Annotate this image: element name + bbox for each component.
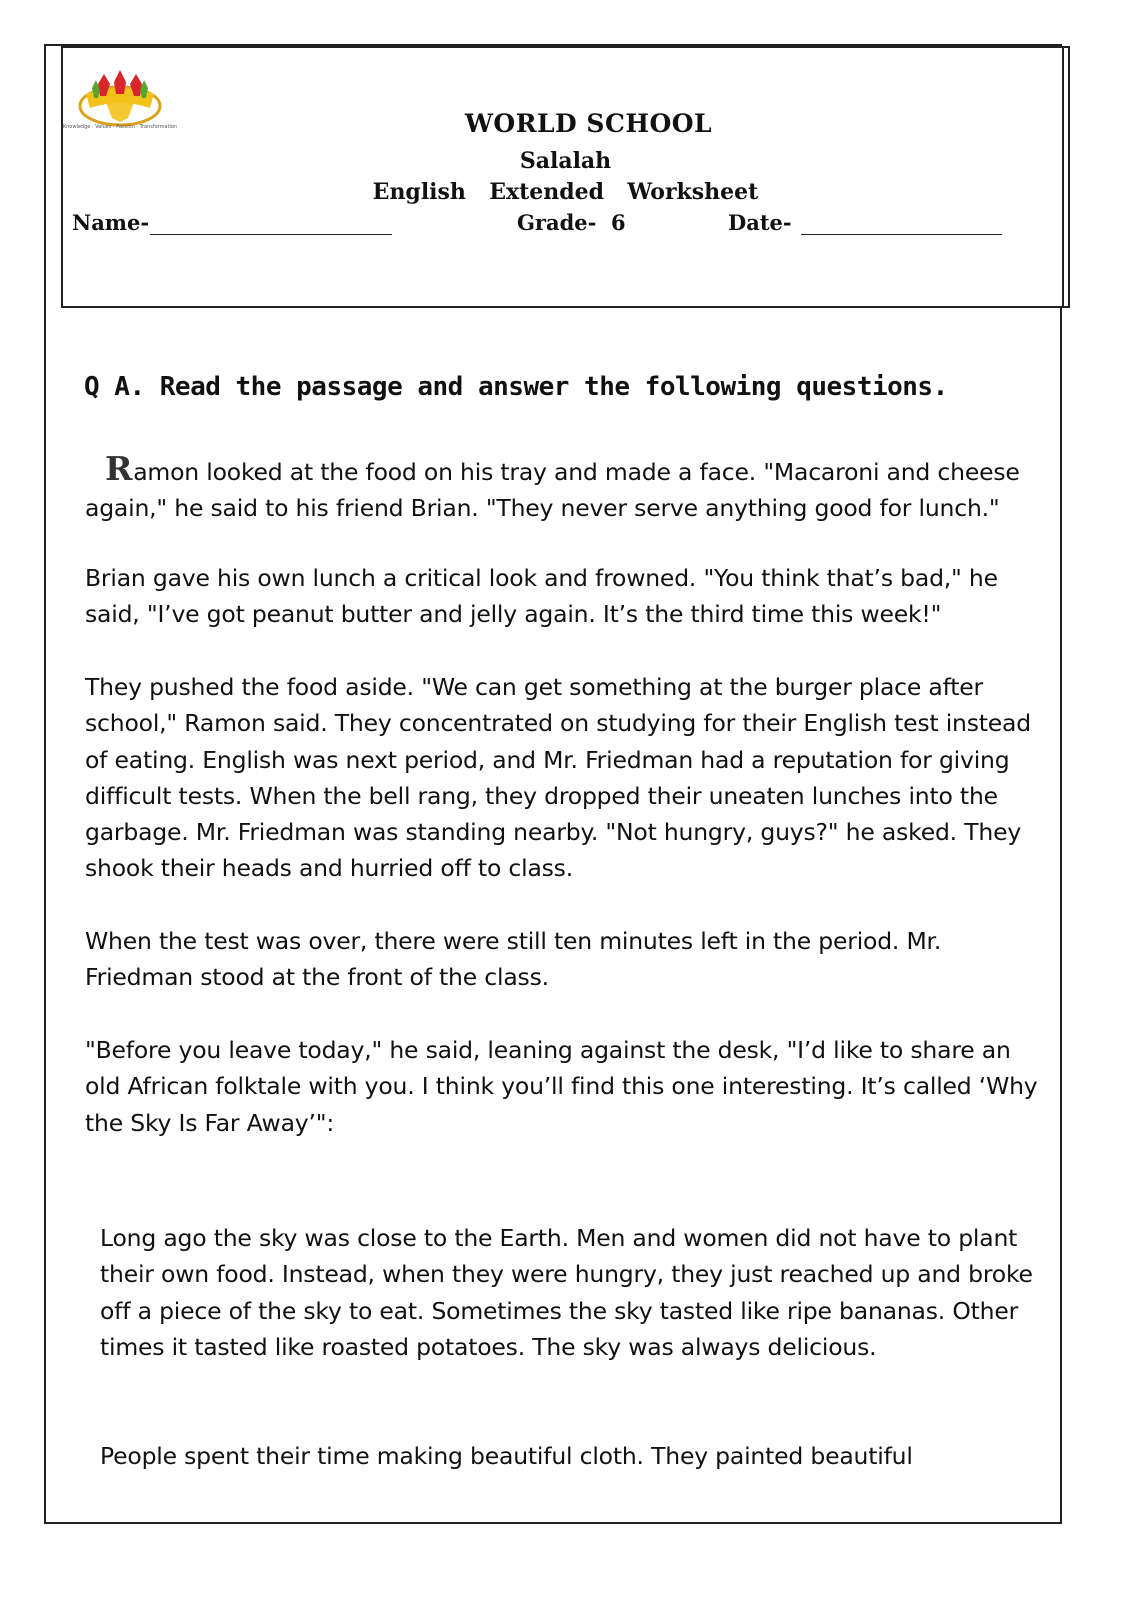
worksheet-title: English Extended Worksheet: [372, 179, 759, 205]
passage-paragraph-1: [85, 451, 1040, 527]
drop-cap: R: [105, 449, 133, 488]
grade-label: Grade- 6: [517, 210, 626, 235]
folktale-paragraph-1: Long ago the sky was close to the Earth. Men and women did not have to plant their own food. Instead, when they were hungry, they just reached up and broke off a piece of the sky to eat. Sometimes the sky tasted like ripe bananas. Other times it tasted like roasted potatoes. The sky was always delicious.: [100, 1224, 1033, 1361]
date-field[interactable]: [801, 234, 1002, 235]
passage-paragraph-5: "Before you leave today," he said, leaning against the desk, "I’d like to share an old African folktale with you. I think you’ll find this one interesting. It’s called ‘Why the Sky Is Far Away’":: [85, 1036, 1038, 1137]
school-name: WORLD SCHOOL: [464, 109, 713, 138]
date-label: Date-: [728, 210, 792, 235]
question-heading: Q A. Read the passage and answer the following questions.: [84, 372, 948, 402]
folktale-paragraph-2: People spent their time making beautiful cloth. They painted beautiful: [100, 1442, 913, 1470]
passage-paragraph-4: When the test was over, there were still ten minutes left in the period. Mr. Friedman stood at the front of the class.: [85, 927, 942, 992]
school-city: Salalah: [519, 148, 612, 174]
name-label: Name-: [72, 210, 150, 235]
svg-text:Knowledge · Values · Passion ·: Knowledge · Values · Passion · Transformation: [62, 124, 178, 130]
passage-paragraph-3: They pushed the food aside. "We can get something at the burger place after school," Ramon said. They concentrated on studying for their English test instead of eating. English was next period, and Mr. Friedman had a reputation for giving difficult tests. When the bell rang, they dropped their uneaten lunches into the garbage. Mr. Friedman was standing nearby. "Not hungry, guys?" he asked. They shook their heads and hurried off to class.: [85, 673, 1031, 883]
paragraph-text: amon looked at the food on his tray and made a face. "Macaroni and cheese again," he said to his friend Brian. "They never serve anything good for lunch.": [85, 458, 1020, 523]
name-field[interactable]: [150, 234, 392, 235]
passage-paragraph-2: Brian gave his own lunch a critical look and frowned. "You think that’s bad," he said, "I’ve got peanut butter and jelly again. It’s the third time this week!": [85, 564, 998, 629]
header-box: [61, 46, 1070, 308]
